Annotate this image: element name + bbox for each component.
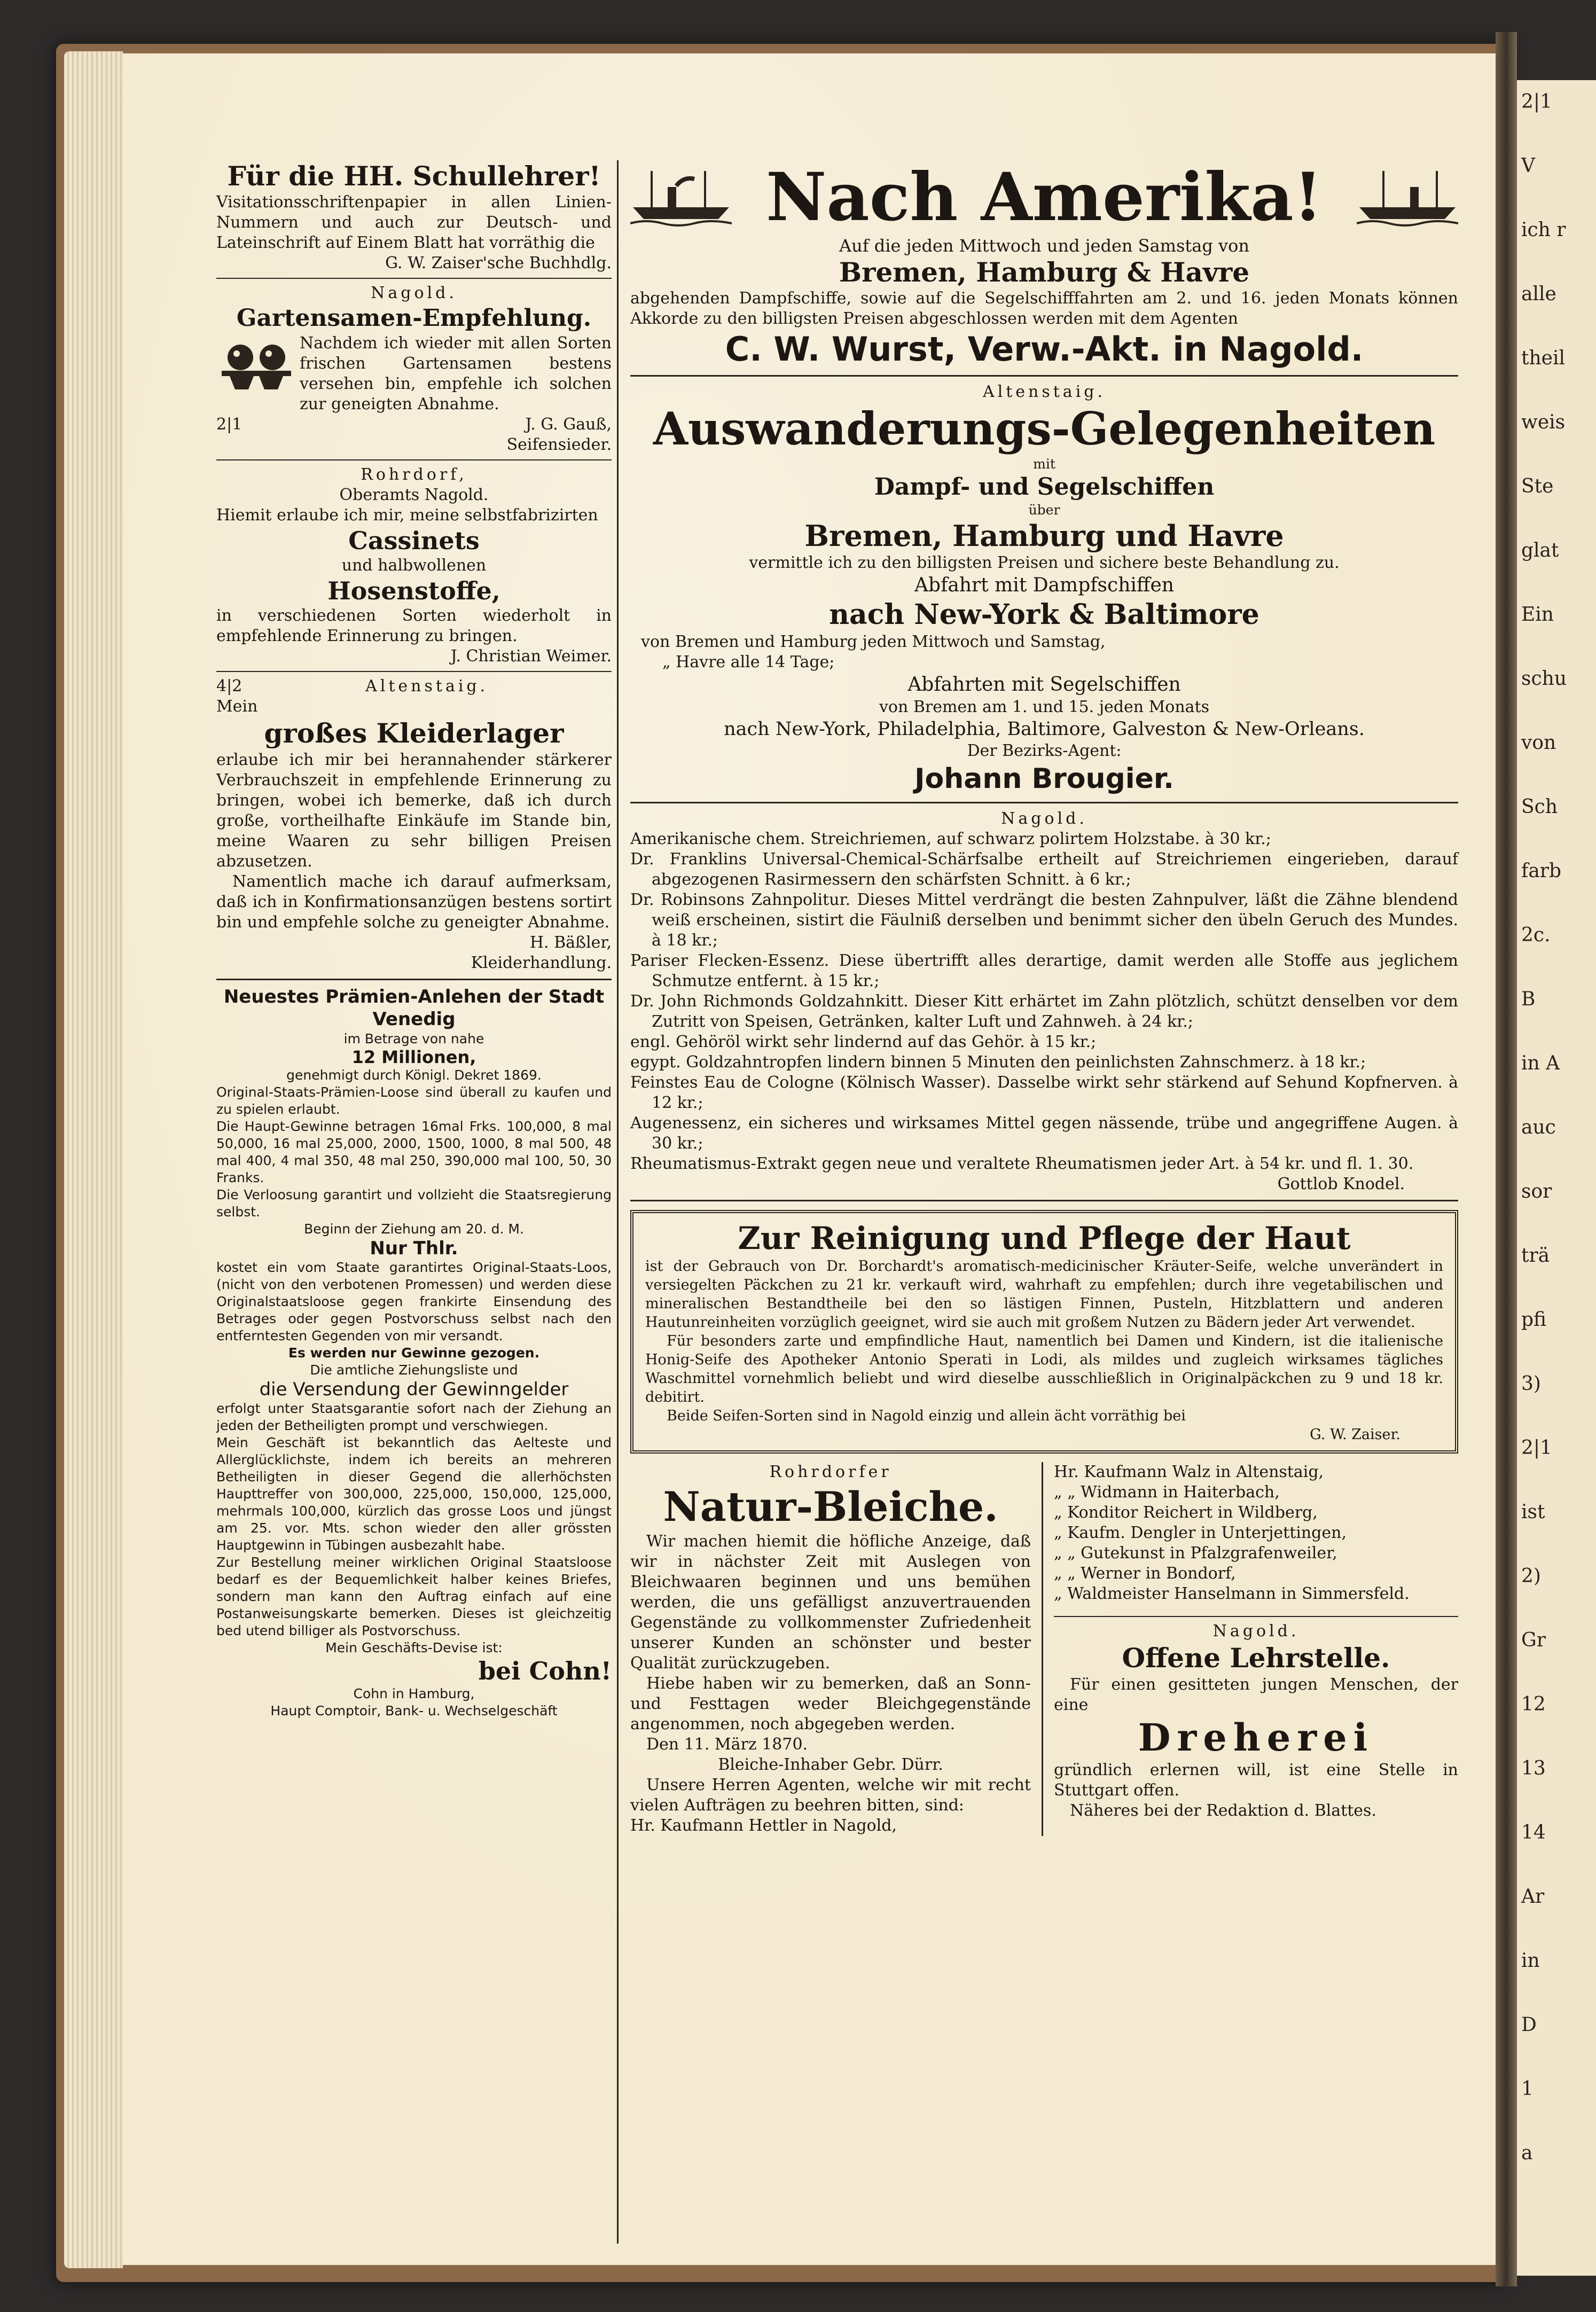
venedig-line-4: Original-Staats-Prämien-Loose sind überall zu kaufen und zu spielen erlaubt. bbox=[216, 1084, 612, 1117]
ad-text: Für einen gesitteten jungen Menschen, der eine bbox=[1054, 1675, 1458, 1714]
ad-place: Nagold. bbox=[1001, 809, 1088, 828]
ad-title: Auswanderungs-Gelegenheiten bbox=[653, 402, 1436, 455]
next-page-text: 13 bbox=[1521, 1758, 1546, 1779]
ad-line-7: nach New-York & Baltimore bbox=[829, 598, 1259, 631]
ad-line-11: von Bremen am 1. und 15. jeden Monats bbox=[879, 698, 1210, 716]
ad-text: Visitationsschriftenpapier in allen Linien-Nummern und auch zur Deutsch- und Lateinschrift auf Einem Blatt hat vorräthig die bbox=[216, 193, 612, 252]
venedig-devise: bei Cohn! bbox=[478, 1657, 612, 1685]
ad-text-2: gründlich erlernen will, ist eine Stelle in Stuttgart offen. bbox=[1054, 1761, 1458, 1800]
next-page-text: D bbox=[1521, 2014, 1537, 2036]
agent-item: Hr. Kaufmann Walz in Altenstaig, bbox=[1054, 1463, 1324, 1481]
product-item: Pariser Flecken-Essenz. Diese übertrifft alles derartige, damit werden alle Stoffe aus jeglichem Schmutze entfernt. à 15 kr.; bbox=[630, 951, 1458, 990]
next-page-text: in A bbox=[1521, 1052, 1560, 1074]
product-item: Dr. Franklins Universal-Chemical-Schärfsalbe ertheilt auf Streichriemen eingerieben, darauf abgezogenen Rasirmessern den schärfsten Schnitt. à 6 kr.; bbox=[630, 850, 1458, 889]
ad-agent-1: Hr. Kaufmann Hettler in Nagold, bbox=[630, 1816, 897, 1835]
venedig-line-19: Haupt Comptoir, Bank- u. Wechselgeschäft bbox=[270, 1703, 558, 1719]
product-item: Rheumatismus-Extrakt gegen neue und veraltete Rheumatismen jeder Art. à 54 kr. und fl. 1. 30. bbox=[630, 1154, 1414, 1173]
next-page-text: schu bbox=[1521, 668, 1567, 690]
ad-bleiche bbox=[630, 1462, 1031, 1836]
next-page-text: B bbox=[1521, 988, 1536, 1010]
ad-title: Natur-Bleiche. bbox=[663, 1483, 998, 1530]
ad-text: Wir machen hiemit die höfliche Anzeige, daß wir in nächster Zeit mit Auslegen von Bleichwaaren beginnen und uns bemühen werden, die uns gefälligst anzuvertrauenden Gegenstände zu vollkommenster Zufriedenheit unserer Kunden an schönster und bester Qualität zurückzugeben. bbox=[630, 1532, 1031, 1673]
ad-text-2: Hiebe haben wir zu bemerken, daß an Sonn- und Festtagen weder Bleichgegenstände angenommen, noch abgegeben werden. bbox=[630, 1674, 1031, 1733]
next-page-fragment bbox=[1517, 80, 1596, 2276]
venedig-line-14: Mein Geschäft ist bekanntlich das Aelteste und Allerglücklichste, indem ich bereits an mehreren Betheiligten in dieser Gegend die allerhöchsten Haupttreffer von 300,000, 225,000, 150,000, 125,000, mehrmals 100,000, kürzlich das grosse Loos und jüngst am 25. vor. Mts. schon wieder den aller grössten Hauptgewinn in Tübingen ausbezahlt habe. bbox=[216, 1435, 612, 1553]
next-page-text: Ein bbox=[1521, 604, 1554, 626]
ad-subplace: Oberamts Nagold. bbox=[339, 486, 489, 504]
ad-line-9: „ Havre alle 14 Tage; bbox=[662, 653, 835, 671]
venedig-line-16: Mein Geschäfts-Devise ist: bbox=[325, 1640, 503, 1655]
ad-haut bbox=[630, 1210, 1458, 1454]
ad-text: ist der Gebrauch von Dr. Borchardt's aromatisch-medicinischer Kräuter-Seife, welche unverändert in versiegelten Päckchen zu 21 kr. verkauft wird, wahrhaft zu empfehlen; durch ihre vegetabilischen und mineralischen Bestandtheile bei den so lästigen Finnen, Pusteln, Hitzblattern und anderen Hautunreinheiten vorzüglich geeignet, wird sie auch mit großem Nutzen zu Bädern jeder Art verwendet. bbox=[645, 1258, 1443, 1331]
next-page-text: trä bbox=[1521, 1245, 1550, 1267]
next-page-text: 2|1 bbox=[1521, 1437, 1552, 1459]
ad-title-2: Dreherei bbox=[1138, 1715, 1374, 1760]
product-item: engl. Gehöröl wirkt sehr lindernd auf das Gehör. à 15 kr.; bbox=[630, 1033, 1097, 1051]
next-page-text: sor bbox=[1521, 1181, 1552, 1202]
ad-text-2: Namentlich mache ich darauf aufmerksam, daß ich in Konfirmationsanzügen bestens sortirt bin und empfehle solche zu geneigter Abnahme. bbox=[216, 872, 612, 932]
ad-title: Zur Reinigung und Pflege der Haut bbox=[738, 1220, 1351, 1256]
ad-signature: H. Bäßler, bbox=[529, 933, 612, 952]
next-page-text: 3) bbox=[1521, 1373, 1541, 1395]
venedig-line-10: Es werden nur Gewinne gezogen. bbox=[288, 1345, 540, 1361]
next-page-text: farb bbox=[1521, 860, 1562, 882]
ad-amerika bbox=[630, 160, 1458, 370]
ad-title: Cassinets bbox=[348, 526, 480, 555]
venedig-line-11: Die amtliche Ziehungsliste und bbox=[310, 1362, 518, 1378]
next-page-text: ich r bbox=[1521, 219, 1566, 241]
ad-place: Rohrdorf, bbox=[361, 465, 467, 484]
page-edges bbox=[64, 51, 123, 2268]
ad-mark: 2|1 bbox=[216, 415, 242, 434]
venedig-line-15: Zur Bestellung meiner wirklichen Original Staatsloose bedarf es der Bequemlichkeit halber keines Briefes, sondern man kann den Auftrag einfach auf eine Postanweisungskarte bemerken. Dieses ist gleichzeitig bed utend billiger als Postvorschuss. bbox=[216, 1555, 612, 1638]
ad-line-5: vermittle ich zu den billigsten Preisen und sichere beste Behandlung zu. bbox=[749, 553, 1340, 572]
ad-signature: Bleiche-Inhaber Gebr. Dürr. bbox=[718, 1755, 943, 1774]
ad-title: Für die HH. Schullehrer! bbox=[227, 160, 601, 192]
ad-line-6: Abfahrt mit Dampfschiffen bbox=[914, 574, 1174, 596]
ad-signature: J. G. Gauß, Seifensieder. bbox=[506, 415, 612, 454]
venedig-line-18: Cohn in Hamburg, bbox=[353, 1686, 475, 1701]
agent-item: „ Konditor Reichert in Wildberg, bbox=[1054, 1503, 1318, 1522]
ad-venedig bbox=[216, 986, 612, 1720]
steamship-icon bbox=[1357, 166, 1458, 230]
ad-line-3: abgehenden Dampfschiffe, sowie auf die Segelschifffahrten am 2. und 16. jeden Monats können Akkorde zu den billigsten Preisen abgeschlossen werden mit dem Agenten bbox=[630, 289, 1458, 328]
ad-line-3: über bbox=[1028, 502, 1060, 518]
ad-place: Rohrdorfer bbox=[769, 1463, 892, 1481]
ad-intro: Mein bbox=[216, 697, 258, 716]
venedig-line-7: Beginn der Ziehung am 20. d. M. bbox=[304, 1221, 524, 1237]
ad-line-12: nach New-York, Philadelphia, Baltimore, Galveston & New-Orleans. bbox=[724, 718, 1365, 740]
venedig-line-9: kostet ein vom Staate garantirtes Original-Staats-Loos, (nicht von den verbotenen Promessen) und werden diese Originalstaatsloose gegen frankirte Einsendung des Betrages oder gegen Postvorschuss selbst nach den entferntesten Gegenden von mir versandt. bbox=[216, 1260, 612, 1344]
ad-place: Nagold. bbox=[1212, 1622, 1300, 1641]
flower-pots-icon bbox=[216, 333, 296, 392]
ad-place: Altenstaig. bbox=[982, 382, 1106, 401]
ad-gartensamen bbox=[216, 283, 612, 455]
next-page-text: V bbox=[1521, 155, 1535, 177]
agent-item: „ Waldmeister Hanselmann in Simmersfeld. bbox=[1054, 1584, 1410, 1603]
ad-nagold-drogen bbox=[630, 809, 1458, 1194]
product-item: Dr. Robinsons Zahnpolitur. Dieses Mittel verdrängt die besten Zahnpulver, läßt die Zähne blendend weiß erscheinen, sistirt die Fäulniß derselben und benimmt sicher den übeln Geruch des Mundes. à 18 kr.; bbox=[630, 891, 1458, 950]
next-page-text: theil bbox=[1521, 347, 1565, 369]
ad-mark: 4|2 bbox=[216, 677, 242, 696]
ad-line-1: mit bbox=[1033, 456, 1055, 472]
ad-title: Neuestes Prämien-Anlehen der Stadt Venedig bbox=[223, 986, 605, 1030]
next-page-text: 2c. bbox=[1521, 924, 1551, 946]
next-page-text: auc bbox=[1521, 1116, 1556, 1138]
ad-line-4: Bremen, Hamburg und Havre bbox=[804, 519, 1284, 553]
ad-auswanderung bbox=[630, 382, 1458, 796]
ad-cassinets bbox=[216, 465, 612, 667]
ad-line-1: Auf die jeden Mittwoch und jeden Samstag von bbox=[839, 236, 1249, 256]
product-item: Feinstes Eau de Cologne (Kölnisch Wasser). Dasselbe wirkt sehr stärkend auf Sehund Kopfnerven. à 12 kr.; bbox=[630, 1073, 1458, 1112]
agent-item: „ „ Gutekunst in Pfalzgrafenweiler, bbox=[1054, 1544, 1337, 1563]
agent-item: „ „ Widmann in Haiterbach, bbox=[1054, 1483, 1280, 1502]
next-page-text: 12 bbox=[1521, 1693, 1546, 1715]
ad-lehrstelle bbox=[1054, 1621, 1458, 1821]
ad-title-2: Hosenstoffe, bbox=[327, 576, 500, 605]
steamship-icon bbox=[630, 166, 732, 230]
ad-text-3: Näheres bei der Redaktion d. Blattes. bbox=[1070, 1801, 1376, 1820]
ad-signature-2: Kleiderhandlung. bbox=[471, 954, 612, 972]
ad-line-2: Dampf- und Segelschiffen bbox=[874, 473, 1215, 501]
ad-text: Hiemit erlaube ich mir, meine selbstfabrizirten bbox=[216, 506, 598, 525]
ad-text-3: Unsere Herren Agenten, welche wir mit recht vielen Aufträgen zu beehren bitten, sind: bbox=[630, 1776, 1031, 1815]
ad-line-10: Abfahrten mit Segelschiffen bbox=[907, 674, 1181, 696]
ad-schullehrer bbox=[216, 160, 612, 274]
ad-date: Den 11. März 1870. bbox=[646, 1735, 808, 1754]
next-page-text: 14 bbox=[1521, 1822, 1546, 1844]
venedig-line-1: im Betrage von nahe bbox=[343, 1031, 484, 1046]
ad-title: Offene Lehrstelle. bbox=[1122, 1642, 1390, 1674]
left-column bbox=[216, 160, 612, 1720]
next-page-text: Ste bbox=[1521, 475, 1554, 497]
product-item: Dr. John Richmonds Goldzahnkitt. Dieser Kitt erhärtet im Zahn plötzlich, schützt denselben vor dem Zutritt von Speisen, Getränken, kalter Luft und Zahnweh. à 24 kr.; bbox=[630, 992, 1458, 1031]
ad-title: Nach Amerika! bbox=[766, 159, 1323, 236]
ad-text-2: Für besonders zarte und empfindliche Haut, namentlich bei Damen und Kindern, ist die italienische Honig-Seife des Apotheker Antonio Sperati in Lodi, als mildes und zugleich wirksames tägliches Waschmittel vornehmlich beliebt und wird dieselbe ausschließlich in Originalpäckchen zu 9 und 18 kr. debitirt. bbox=[645, 1333, 1443, 1405]
next-page-text: 1 bbox=[1521, 2078, 1534, 2100]
next-page-text: glat bbox=[1521, 540, 1559, 561]
ad-agent: Johann Brougier. bbox=[914, 763, 1174, 795]
agent-item: „ Kaufm. Dengler in Unterjettingen, bbox=[1054, 1524, 1347, 1542]
next-page-text: Sch bbox=[1521, 796, 1558, 818]
ad-line-8: von Bremen und Hamburg jeden Mittwoch und Samstag, bbox=[641, 632, 1106, 651]
venedig-line-3: genehmigt durch Königl. Dekret 1869. bbox=[286, 1067, 542, 1083]
product-item: Amerikanische chem. Streichriemen, auf schwarz polirtem Holzstabe. à 30 kr.; bbox=[630, 830, 1271, 848]
next-page-text: 2) bbox=[1521, 1565, 1541, 1587]
ad-title: Gartensamen-Empfehlung. bbox=[236, 304, 592, 332]
venedig-line-6: Die Verloosung garantirt und vollzieht die Staatsregierung selbst. bbox=[216, 1187, 612, 1220]
next-page-text: in bbox=[1521, 1950, 1540, 1972]
agent-item: „ „ Werner in Bondorf, bbox=[1054, 1564, 1236, 1583]
right-column bbox=[630, 160, 1458, 1836]
ad-kleiderlager bbox=[216, 676, 612, 973]
ad-line-2: Bremen, Hamburg & Havre bbox=[839, 256, 1250, 288]
next-page-text: Ar bbox=[1521, 1886, 1545, 1908]
ad-agent: C. W. Wurst, Verw.-Akt. in Nagold. bbox=[725, 330, 1364, 369]
ad-line-13: Der Bezirks-Agent: bbox=[967, 741, 1122, 760]
next-page-text: 2|1 bbox=[1521, 91, 1552, 113]
ad-signature: Gottlob Knodel. bbox=[1277, 1175, 1405, 1193]
ad-text: erlaube ich mir bei herannahender stärkerer Verbrauchszeit in empfehlende Erinnerung zu bringen, wobei ich bemerke, daß ich durch große, vortheilhafte Einkäufe im Stande bin, meine Waaren zu sehr billigen Preisen abzusetzen. bbox=[216, 751, 612, 871]
ad-place: Altenstaig. bbox=[365, 677, 489, 696]
next-page-text: a bbox=[1521, 2142, 1533, 2164]
venedig-price: Nur Thlr. bbox=[370, 1238, 458, 1259]
ad-signature: J. Christian Weimer. bbox=[450, 647, 612, 666]
ad-text: Nachdem ich wieder mit allen Sorten frischen Gartensamen bestens versehen bin, empfehle ich solchen zur geneigten Abnahme. bbox=[300, 334, 612, 413]
venedig-line-12: die Versendung der Gewinngelder bbox=[259, 1379, 569, 1400]
next-page-text: Gr bbox=[1521, 1629, 1546, 1651]
ad-subtitle: und halbwollenen bbox=[341, 556, 487, 575]
book-gutter bbox=[1496, 32, 1517, 2286]
venedig-amount: 12 Millionen, bbox=[351, 1047, 476, 1067]
venedig-line-13: erfolgt unter Staatsgarantie sofort nach der Ziehung an jeden der Betheiligten prompt und verschwiegen. bbox=[216, 1401, 612, 1433]
next-page-text: weis bbox=[1521, 411, 1566, 433]
column-rule bbox=[617, 160, 619, 2244]
ad-text-2: in verschiedenen Sorten wiederholt in empfehlende Erinnerung zu bringen. bbox=[216, 606, 612, 645]
next-page-text: von bbox=[1521, 732, 1556, 754]
ad-signature: G. W. Zaiser'sche Buchhdlg. bbox=[385, 254, 612, 272]
next-page-text: ist bbox=[1521, 1501, 1545, 1523]
product-item: Augenessenz, ein sicheres und wirksames Mittel gegen nässende, trübe und angegriffene Augen. à 30 kr.; bbox=[630, 1114, 1458, 1153]
next-page-text: alle bbox=[1521, 283, 1556, 305]
next-page-text: pfi bbox=[1521, 1309, 1547, 1331]
product-item: egypt. Goldzahntropfen lindern binnen 5 Minuten den peinlichsten Zahnschmerz. à 18 kr.; bbox=[630, 1053, 1366, 1072]
ad-text-3: Beide Seifen-Sorten sind in Nagold einzig und allein ächt vorräthig bei bbox=[667, 1408, 1186, 1424]
ad-signature: G. W. Zaiser. bbox=[1310, 1426, 1401, 1443]
ad-place: Nagold. bbox=[371, 284, 457, 302]
venedig-line-5: Die Haupt-Gewinne betragen 16mal Frks. 100,000, 8 mal 50,000, 16 mal 25,000, 2000, 1500, 1000, 8 mal 500, 48 mal 400, 4 mal 350, 48 mal 250, 390,000 mal 100, 50, 30 Franks. bbox=[216, 1119, 612, 1185]
ad-title: großes Kleiderlager bbox=[264, 717, 564, 749]
